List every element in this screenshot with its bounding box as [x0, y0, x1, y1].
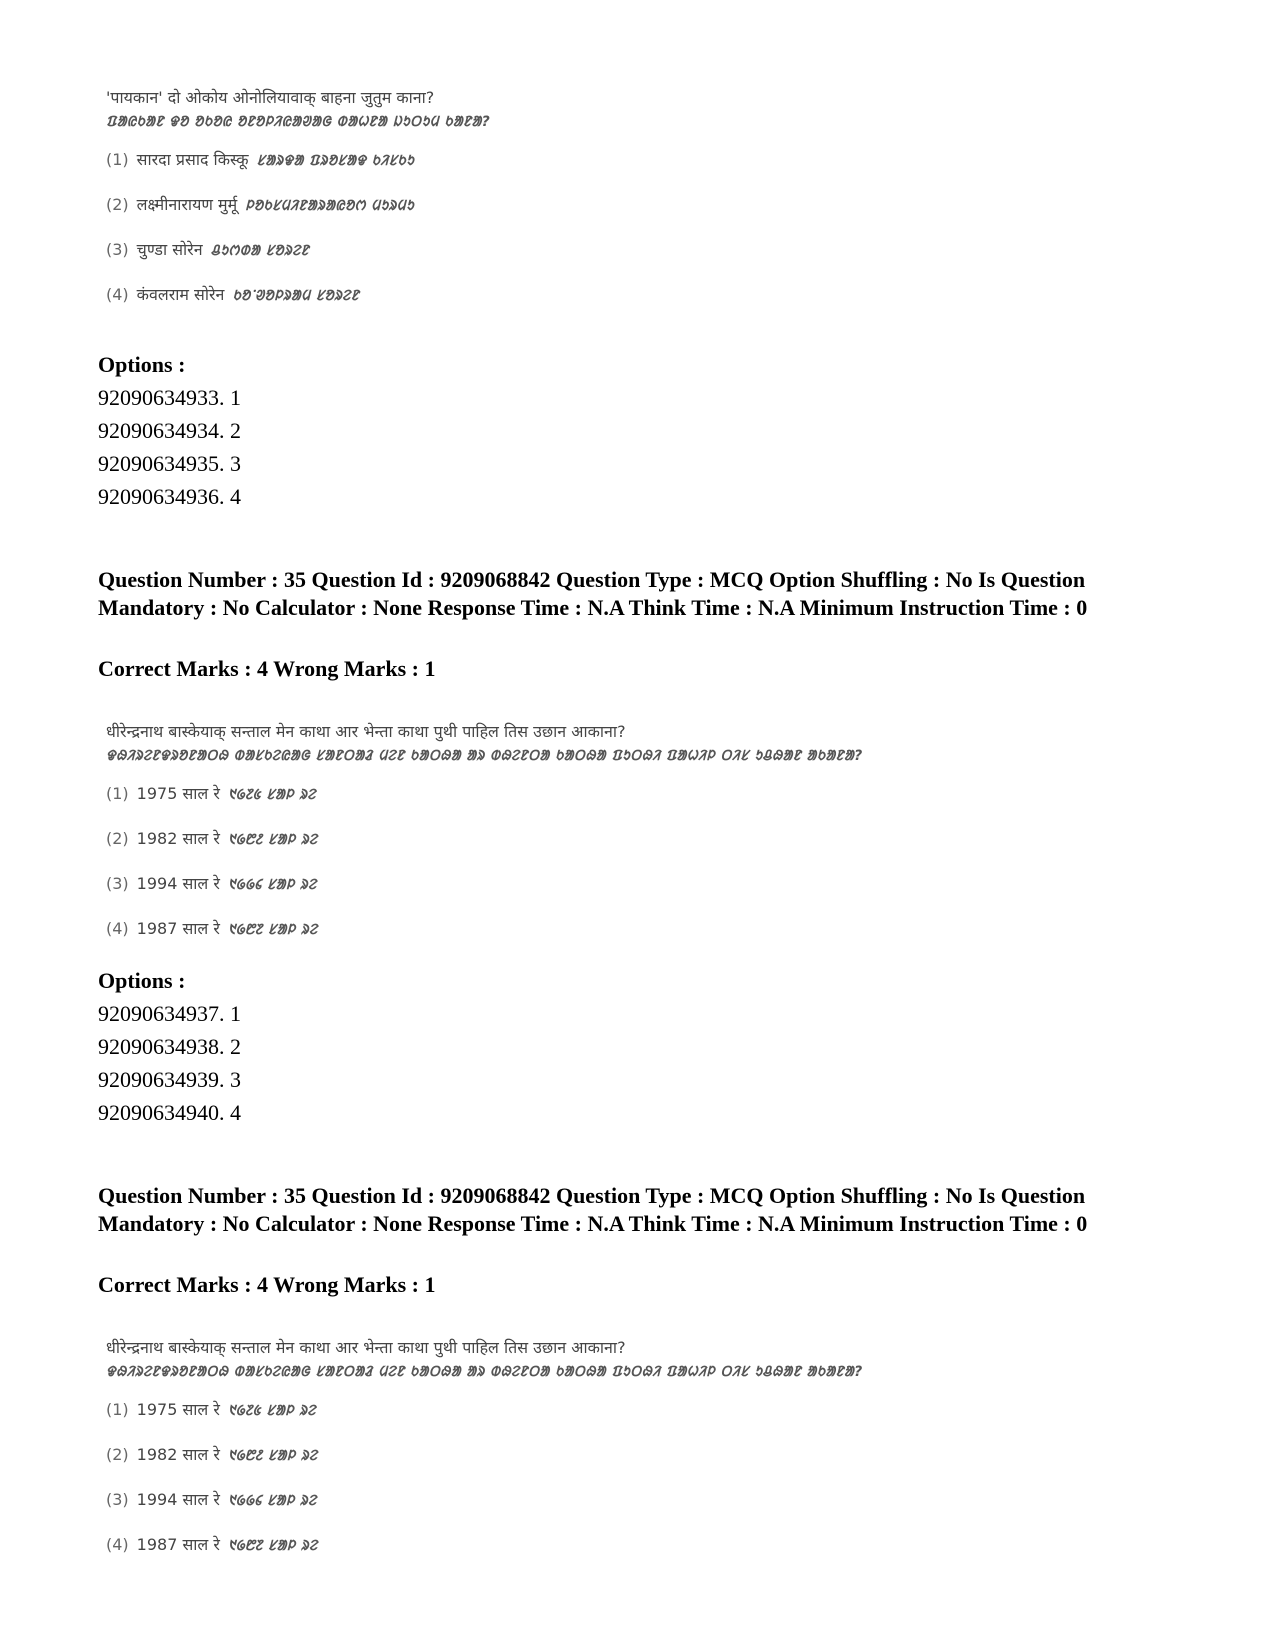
choice-2 — [106, 193, 414, 215]
choice-number: (3) — [106, 874, 129, 893]
choice-olchiki: ᱑᱙᱘᱒ ᱥᱟᱞ ᱨᱮ — [227, 1448, 318, 1464]
question-text-devanagari: धीरेन्द्रनाथ बास्केयाक् सन्ताल मेन काथा आर भेन्ता काथा पुथी पाहिल तिस उछान आकाना? — [106, 1338, 626, 1357]
choice-devanagari: चुण्डा सोरेन — [136, 240, 203, 259]
choice-number: (3) — [106, 1490, 129, 1509]
choice-number: (2) — [106, 1445, 129, 1464]
choice-1 — [106, 148, 414, 170]
choice-devanagari: 1994 साल रे — [136, 874, 220, 893]
choice-number: (2) — [106, 195, 129, 214]
choice-olchiki: ᱠᱚᱸᱣᱚᱞᱨᱟᱢ ᱥᱚᱨᱮᱱ — [232, 288, 360, 304]
choice-olchiki: ᱑᱙᱘᱗ ᱥᱟᱞ ᱨᱮ — [227, 922, 318, 938]
choice-olchiki: ᱑᱙᱘᱒ ᱥᱟᱞ ᱨᱮ — [227, 832, 318, 848]
choice-olchiki: ᱞᱚᱠᱥᱢᱤᱱᱟᱨᱟᱭᱚᱬ ᱢᱩᱨᱢᱩ — [245, 198, 415, 214]
choice-olchiki: ᱑᱙᱗᱕ ᱥᱟᱞ ᱨᱮ — [227, 1403, 316, 1419]
choice-devanagari: 1987 साल रे — [136, 1535, 220, 1554]
choice-3 — [106, 238, 309, 260]
choice-1 — [106, 1398, 316, 1420]
choice-devanagari: 1987 साल रे — [136, 919, 220, 938]
question-image-3 — [96, 1330, 863, 1570]
choice-devanagari: कंवलराम सोरेन — [136, 285, 225, 304]
choice-devanagari: 1975 साल रे — [136, 784, 220, 803]
option-item: 92090634938. 2 — [98, 1034, 241, 1059]
option-item: 92090634936. 4 — [98, 484, 241, 509]
choice-2 — [106, 1443, 317, 1465]
marks-line: Correct Marks : 4 Wrong Marks : 1 — [98, 1272, 436, 1297]
options-heading: Options : — [98, 352, 186, 377]
options-heading: Options : — [98, 968, 186, 993]
option-item: 92090634935. 3 — [98, 451, 241, 476]
choice-devanagari: 1975 साल रे — [136, 1400, 220, 1419]
choice-4 — [106, 283, 359, 305]
choice-number: (4) — [106, 919, 129, 938]
choice-olchiki: ᱥᱟᱨᱫᱟ ᱯᱨᱚᱥᱟᱫ ᱠᱤᱥᱠᱩ — [256, 153, 415, 169]
choice-number: (1) — [106, 150, 129, 169]
question-meta: Question Number : 35 Question Id : 9209068842 Question Type : MCQ Option Shuffling : No Is Question Mandatory : No Calculator : None Response Time : N.A Think Time : N.A Minimum Instruction Time : 0 — [98, 567, 1088, 620]
option-item: 92090634937. 1 — [98, 1001, 241, 1026]
option-item: 92090634933. 1 — [98, 385, 241, 410]
option-item: 92090634939. 3 — [98, 1067, 241, 1092]
choice-3 — [106, 1488, 317, 1510]
question-text-olchiki: ᱯᱟᱭᱠᱟᱱ ᱫᱚ ᱚᱠᱚᱭ ᱚᱱᱚᱞᱤᱭᱟᱣᱟᱜ ᱵᱟᱦᱱᱟ ᱡᱩᱛᱩᱢ ᱠᱟᱱᱟ? — [106, 114, 491, 130]
question-text-devanagari: 'पायकान' दो ओकोय ओनोलियावाक् बाहना जुतुम काना? — [106, 88, 435, 107]
option-item: 92090634934. 2 — [98, 418, 241, 443]
choice-number: (4) — [106, 1535, 129, 1554]
choice-olchiki: ᱑᱙᱙᱔ ᱥᱟᱞ ᱨᱮ — [227, 1493, 317, 1509]
choice-number: (4) — [106, 285, 129, 304]
choice-devanagari: लक्ष्मीनारायण मुर्मू — [136, 195, 238, 214]
question-image-1 — [96, 80, 816, 320]
choice-3 — [106, 872, 317, 894]
question-image-2 — [96, 714, 863, 954]
choice-1 — [106, 782, 316, 804]
choice-4 — [106, 917, 317, 939]
question-text-olchiki: ᱫᱷᱤᱨᱮᱱᱫᱨᱚᱱᱟᱛᱷ ᱵᱟᱥᱠᱮᱭᱟᱜ ᱥᱟᱱᱛᱟᱲ ᱢᱮᱱ ᱠᱟᱛᱷᱟ ᱟᱨ ᱵᱷᱮᱱᱛᱟ ᱠᱟᱛᱷᱟ ᱯᱩᱛᱷᱤ ᱯᱟᱦᱤᱞ ᱛᱤᱥ ᱩᱪᱷᱟᱱ ᱟᱠᱟᱱᱟ? — [106, 748, 863, 764]
choice-devanagari: 1994 साल रे — [136, 1490, 220, 1509]
option-item: 92090634940. 4 — [98, 1100, 241, 1125]
choice-number: (1) — [106, 1400, 129, 1419]
question-text-olchiki: ᱫᱷᱤᱨᱮᱱᱫᱨᱚᱱᱟᱛᱷ ᱵᱟᱥᱠᱮᱭᱟᱜ ᱥᱟᱱᱛᱟᱲ ᱢᱮᱱ ᱠᱟᱛᱷᱟ ᱟᱨ ᱵᱷᱮᱱᱛᱟ ᱠᱟᱛᱷᱟ ᱯᱩᱛᱷᱤ ᱯᱟᱦᱤᱞ ᱛᱤᱥ ᱩᱪᱷᱟᱱ ᱟᱠᱟᱱᱟ? — [106, 1364, 863, 1380]
choice-devanagari: 1982 साल रे — [136, 1445, 220, 1464]
choice-number: (3) — [106, 240, 129, 259]
choice-olchiki: ᱑᱙᱙᱔ ᱥᱟᱞ ᱨᱮ — [227, 877, 317, 893]
choice-olchiki: ᱑᱙᱘᱗ ᱥᱟᱞ ᱨᱮ — [227, 1538, 318, 1554]
choice-olchiki: ᱑᱙᱗᱕ ᱥᱟᱞ ᱨᱮ — [227, 787, 316, 803]
choice-devanagari: 1982 साल रे — [136, 829, 220, 848]
marks-line: Correct Marks : 4 Wrong Marks : 1 — [98, 656, 436, 681]
question-text-devanagari: धीरेन्द्रनाथ बास्केयाक् सन्ताल मेन काथा आर भेन्ता काथा पुथी पाहिल तिस उछान आकाना? — [106, 722, 626, 741]
question-meta: Question Number : 35 Question Id : 9209068842 Question Type : MCQ Option Shuffling : No Is Question Mandatory : No Calculator : None Response Time : N.A Think Time : N.A Minimum Instruction Time : 0 — [98, 1183, 1088, 1236]
choice-number: (1) — [106, 784, 129, 803]
choice-olchiki: ᱪᱩᱬᱰᱟ ᱥᱚᱨᱮᱱ — [210, 243, 310, 259]
choice-2 — [106, 827, 317, 849]
choice-number: (2) — [106, 829, 129, 848]
choice-4 — [106, 1533, 317, 1555]
choice-devanagari: सारदा प्रसाद किस्कू — [136, 150, 249, 169]
